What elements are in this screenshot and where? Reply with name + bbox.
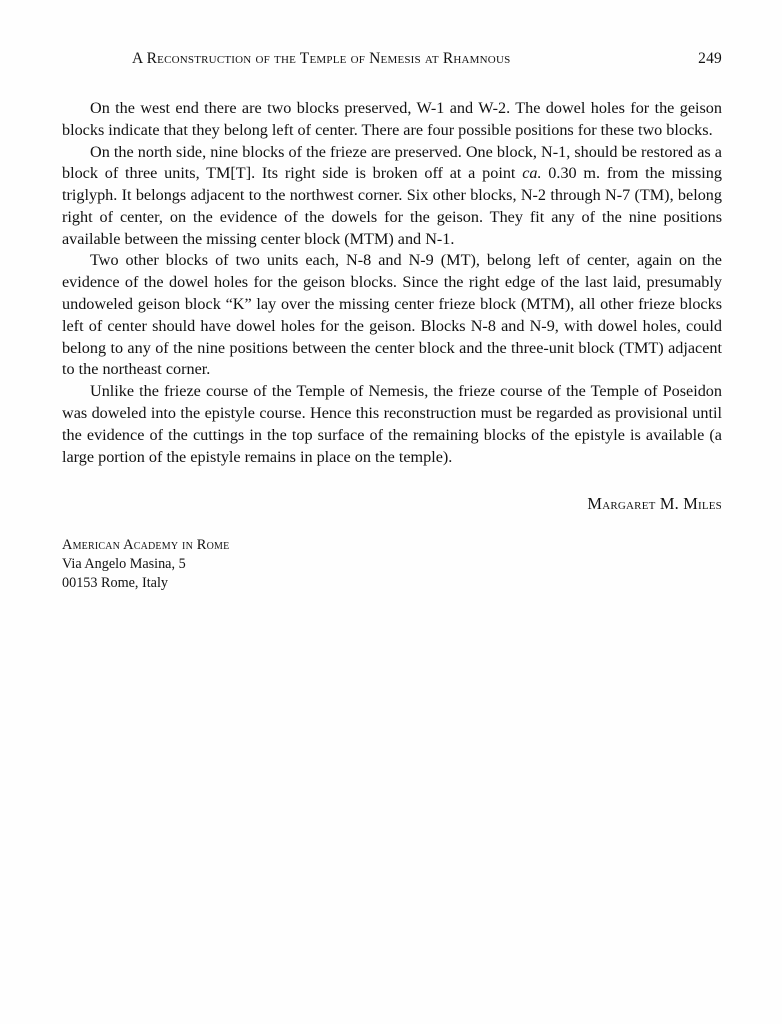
- page-number: 249: [698, 50, 722, 67]
- author-affiliation: [62, 536, 722, 592]
- affiliation-street: Via Angelo Masina, 5: [62, 556, 186, 573]
- body-paragraph-3: Two other blocks of two units each, N-8 and N-9 (MT), belong left of center, again on the evidence of the dowel holes for the geison blocks. Since the right edge of the last laid, presumably undoweled geison block “K” lay over the missing center frieze block (MTM), all other frieze blocks left of center should have dowel holes for the geison. Blocks N-8 and N-9, with dowel holes, could belong to any of the nine positions between the center block and the three-unit block (TMT) adjacent to the northeast corner.: [62, 251, 722, 379]
- body-paragraph-1: On the west end there are two blocks preserved, W-1 and W-2. The dowel holes for the geison blocks indicate that they belong left of center. There are four possible positions for these two blocks.: [62, 99, 722, 139]
- affiliation-institution: American Academy in Rome: [62, 537, 230, 554]
- running-head: [62, 50, 722, 68]
- author-byline: Margaret M. Miles: [587, 494, 722, 514]
- page-content: [62, 50, 722, 593]
- body-paragraph-2: On the north side, nine blocks of the frieze are preserved. One block, N-1, should be restored as a block of three units, TM[T]. Its right side is broken off at a point ca. 0.30 m. from the missing triglyph. It belongs adjacent to the northwest corner. Six other blocks, N-2 through N-7 (TM), belong right of center, on the evidence of the dowels for the geison. They fit any of the nine positions available between the missing center block (MTM) and N-1.: [62, 142, 722, 248]
- affiliation-city: 00153 Rome, Italy: [62, 575, 168, 592]
- body-paragraph-4: Unlike the frieze course of the Temple of Nemesis, the frieze course of the Temple of Poseidon was doweled into the epistyle course. Hence this reconstruction must be regarded as provisional until the evidence of the cuttings in the top surface of the remaining blocks of the epistyle is available (a large portion of the epistyle remains in place on the temple).: [62, 382, 722, 466]
- running-head-title: A Reconstruction of the Temple of Nemesis at Rhamnous: [132, 50, 511, 67]
